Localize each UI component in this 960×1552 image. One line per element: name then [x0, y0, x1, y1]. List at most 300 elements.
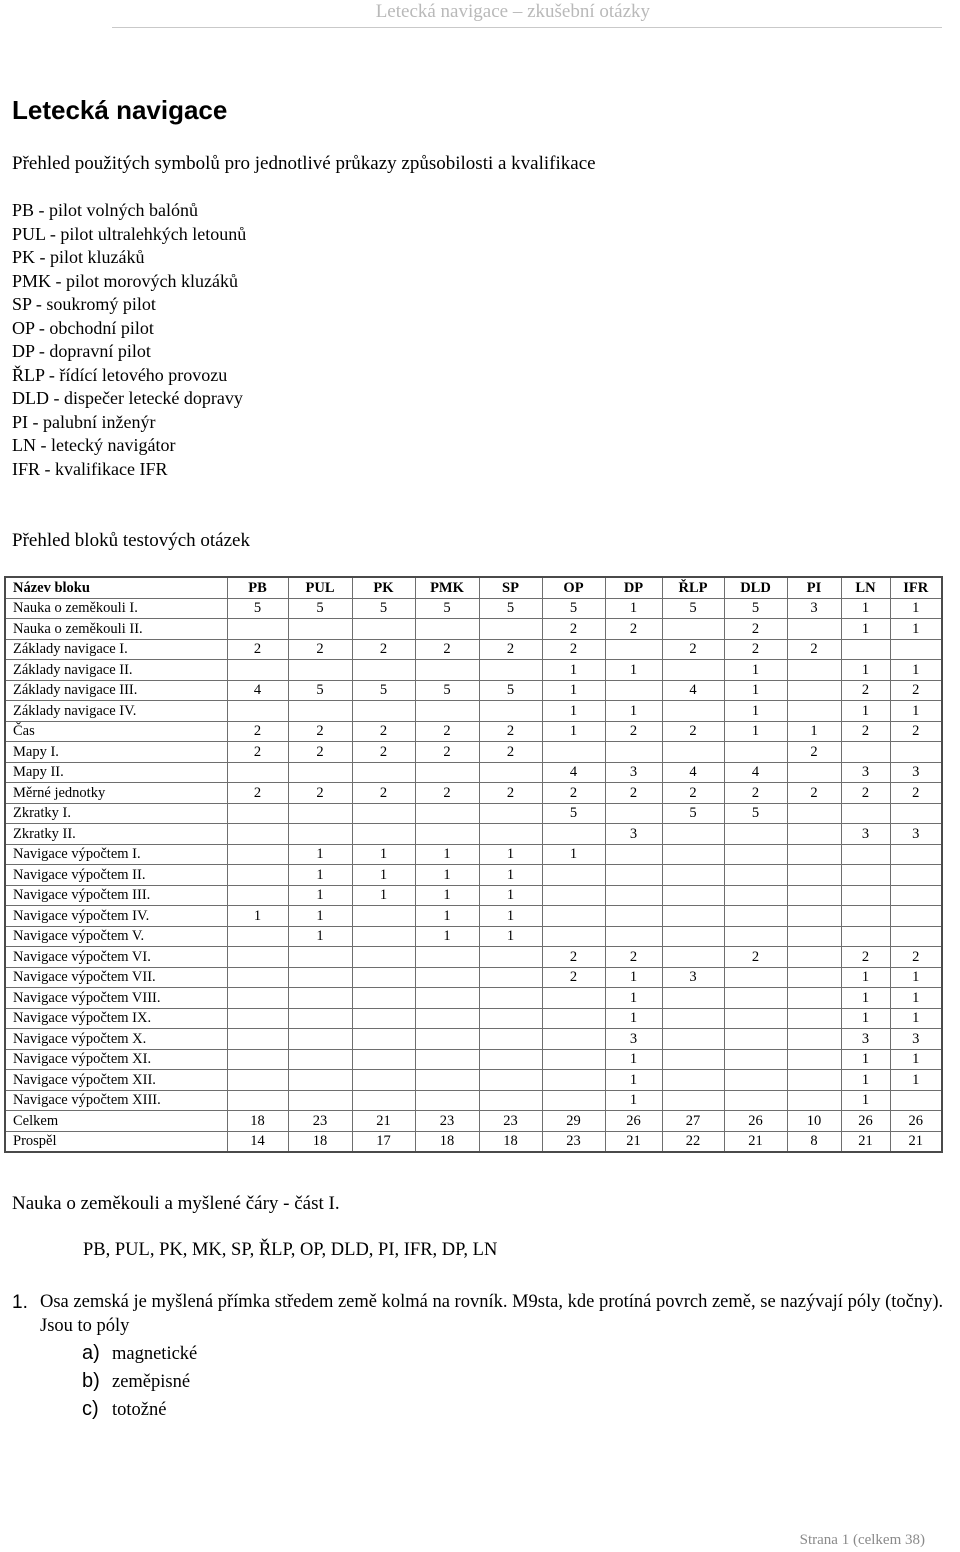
table-row [5, 865, 942, 886]
symbol-item: LN - letecký navigátor [12, 435, 176, 455]
count-cell: 27 [662, 1111, 724, 1132]
count-cell: 2 [890, 783, 942, 804]
count-cell [352, 619, 415, 640]
count-cell [542, 1008, 605, 1029]
answer-option-a[interactable] [82, 1340, 197, 1368]
blocks-heading: Přehled bloků testových otázek [12, 530, 250, 551]
count-cell [479, 762, 542, 783]
count-cell: 17 [352, 1131, 415, 1152]
count-cell [479, 967, 542, 988]
count-cell [542, 1090, 605, 1111]
block-name-cell: Navigace výpočtem I. [5, 844, 227, 865]
count-cell [724, 926, 787, 947]
count-cell [415, 701, 479, 722]
count-cell [542, 1029, 605, 1050]
count-cell [662, 619, 724, 640]
count-cell: 1 [415, 865, 479, 886]
count-cell [724, 742, 787, 763]
count-cell: 5 [724, 803, 787, 824]
count-cell: 3 [890, 762, 942, 783]
count-cell: 1 [415, 844, 479, 865]
count-cell: 1 [415, 885, 479, 906]
count-cell: 2 [288, 783, 352, 804]
count-cell: 1 [352, 885, 415, 906]
block-name-cell: Navigace výpočtem XII. [5, 1070, 227, 1091]
count-cell: 23 [542, 1131, 605, 1152]
count-cell [352, 967, 415, 988]
count-cell: 2 [605, 619, 662, 640]
count-cell: 18 [415, 1131, 479, 1152]
symbol-item: PI - palubní inženýr [12, 411, 156, 432]
count-cell [890, 885, 942, 906]
block-name-cell: Základy navigace II. [5, 660, 227, 681]
count-cell: 21 [890, 1131, 942, 1152]
count-cell [724, 967, 787, 988]
count-cell [787, 701, 841, 722]
table-row [5, 967, 942, 988]
count-cell: 1 [605, 1090, 662, 1111]
count-cell: 18 [288, 1131, 352, 1152]
column-header: LN [841, 577, 890, 598]
count-cell [542, 906, 605, 927]
count-cell [352, 1090, 415, 1111]
count-cell: 3 [662, 967, 724, 988]
count-cell [841, 885, 890, 906]
count-cell: 2 [288, 639, 352, 660]
count-cell: 1 [890, 1008, 942, 1029]
count-cell: 5 [479, 680, 542, 701]
question-number: 1. [12, 1292, 28, 1313]
count-cell [415, 1090, 479, 1111]
count-cell: 2 [352, 742, 415, 763]
count-cell: 2 [662, 783, 724, 804]
count-cell [352, 762, 415, 783]
count-cell [662, 824, 724, 845]
count-cell [787, 865, 841, 886]
block-name-cell: Měrné jednotky [5, 783, 227, 804]
count-cell: 1 [841, 988, 890, 1009]
symbol-item: ŘLP - řídící letového provozu [12, 364, 228, 385]
block-name-cell: Mapy II. [5, 762, 227, 783]
count-cell [227, 803, 288, 824]
count-cell [605, 906, 662, 927]
count-cell [352, 947, 415, 968]
count-cell [352, 701, 415, 722]
count-cell: 1 [352, 844, 415, 865]
count-cell: 2 [890, 721, 942, 742]
count-cell [288, 1049, 352, 1070]
count-cell [415, 660, 479, 681]
count-cell: 2 [724, 947, 787, 968]
count-cell: 1 [724, 721, 787, 742]
count-cell: 1 [724, 701, 787, 722]
count-cell: 1 [890, 967, 942, 988]
count-cell [724, 1090, 787, 1111]
count-cell [662, 906, 724, 927]
block-name-cell: Navigace výpočtem VI. [5, 947, 227, 968]
count-cell [227, 844, 288, 865]
count-cell: 1 [605, 598, 662, 619]
block-name-cell: Celkem [5, 1111, 227, 1132]
count-cell: 1 [841, 701, 890, 722]
count-cell [605, 742, 662, 763]
count-cell: 2 [724, 639, 787, 660]
count-cell [787, 926, 841, 947]
table-row [5, 906, 942, 927]
count-cell [605, 803, 662, 824]
count-cell: 1 [890, 660, 942, 681]
count-cell [787, 844, 841, 865]
count-cell [662, 885, 724, 906]
count-cell [352, 1070, 415, 1091]
section-codes: PB, PUL, PK, MK, SP, ŘLP, OP, DLD, PI, IFR, DP, LN [83, 1240, 498, 1260]
count-cell [605, 680, 662, 701]
count-cell: 5 [227, 598, 288, 619]
count-cell [662, 742, 724, 763]
count-cell: 2 [542, 639, 605, 660]
count-cell [542, 742, 605, 763]
symbol-item: PMK - pilot morových kluzáků [12, 270, 238, 291]
count-cell: 1 [890, 988, 942, 1009]
count-cell: 1 [542, 721, 605, 742]
count-cell: 2 [605, 947, 662, 968]
count-cell: 2 [227, 639, 288, 660]
block-name-cell: Navigace výpočtem IV. [5, 906, 227, 927]
count-cell [605, 885, 662, 906]
count-cell: 2 [787, 742, 841, 763]
count-cell: 3 [605, 824, 662, 845]
count-cell: 1 [890, 619, 942, 640]
count-cell [841, 803, 890, 824]
table-row [5, 926, 942, 947]
count-cell: 2 [227, 721, 288, 742]
count-cell [890, 803, 942, 824]
count-cell: 21 [352, 1111, 415, 1132]
block-name-cell: Základy navigace III. [5, 680, 227, 701]
count-cell: 1 [288, 926, 352, 947]
count-cell [415, 1008, 479, 1029]
count-cell [662, 926, 724, 947]
count-cell [288, 619, 352, 640]
count-cell [662, 947, 724, 968]
table-row [5, 762, 942, 783]
count-cell: 5 [542, 598, 605, 619]
count-cell: 2 [724, 619, 787, 640]
count-cell [841, 844, 890, 865]
count-cell: 2 [352, 721, 415, 742]
column-header: PK [352, 577, 415, 598]
count-cell [662, 1049, 724, 1070]
table-row [5, 742, 942, 763]
table-row [5, 680, 942, 701]
count-cell [787, 906, 841, 927]
column-header: DP [605, 577, 662, 598]
count-cell: 2 [787, 639, 841, 660]
count-cell [542, 865, 605, 886]
count-cell: 2 [415, 742, 479, 763]
count-cell: 3 [841, 762, 890, 783]
table-row [5, 598, 942, 619]
count-cell: 8 [787, 1131, 841, 1152]
count-cell [890, 639, 942, 660]
count-cell [542, 824, 605, 845]
count-cell: 1 [841, 598, 890, 619]
count-cell [415, 1029, 479, 1050]
count-cell: 1 [288, 865, 352, 886]
count-cell [288, 1029, 352, 1050]
count-cell: 1 [841, 619, 890, 640]
count-cell: 1 [542, 680, 605, 701]
count-cell [542, 885, 605, 906]
symbol-item: OP - obchodní pilot [12, 317, 154, 338]
count-cell: 2 [724, 783, 787, 804]
count-cell [787, 967, 841, 988]
count-cell: 5 [415, 598, 479, 619]
symbol-item: PB - pilot volných balónů [12, 200, 198, 220]
count-cell: 3 [605, 1029, 662, 1050]
count-cell [724, 988, 787, 1009]
count-cell: 1 [890, 598, 942, 619]
section-title: Nauka o zeměkouli a myšlené čáry - část I. [12, 1193, 340, 1214]
count-cell [352, 988, 415, 1009]
count-cell: 1 [605, 701, 662, 722]
count-cell: 1 [352, 865, 415, 886]
count-cell: 1 [841, 1070, 890, 1091]
count-cell: 1 [890, 1049, 942, 1070]
symbol-item: DP - dopravní pilot [12, 341, 151, 361]
count-cell: 1 [605, 967, 662, 988]
count-cell: 1 [542, 660, 605, 681]
count-cell [288, 967, 352, 988]
count-cell: 1 [479, 844, 542, 865]
count-cell: 4 [662, 680, 724, 701]
count-cell [542, 926, 605, 947]
count-cell: 5 [724, 598, 787, 619]
count-cell: 23 [415, 1111, 479, 1132]
count-cell [841, 926, 890, 947]
count-cell [662, 1029, 724, 1050]
count-cell [479, 1090, 542, 1111]
count-cell: 2 [542, 947, 605, 968]
answer-option-b[interactable] [82, 1368, 197, 1396]
count-cell: 18 [227, 1111, 288, 1132]
table-body [5, 598, 942, 1152]
block-name-cell: Čas [5, 721, 227, 742]
table-row [5, 844, 942, 865]
table-row [5, 947, 942, 968]
count-cell [227, 619, 288, 640]
count-cell: 1 [288, 885, 352, 906]
count-cell [415, 824, 479, 845]
table-row [5, 1090, 942, 1111]
count-cell: 23 [479, 1111, 542, 1132]
count-cell: 5 [352, 680, 415, 701]
table-row [5, 803, 942, 824]
count-cell: 4 [227, 680, 288, 701]
count-cell: 29 [542, 1111, 605, 1132]
count-cell: 2 [662, 639, 724, 660]
count-cell: 2 [605, 721, 662, 742]
count-cell [662, 1070, 724, 1091]
count-cell: 4 [724, 762, 787, 783]
count-cell: 26 [605, 1111, 662, 1132]
count-cell [787, 680, 841, 701]
symbol-item: PUL - pilot ultralehkých letounů [12, 223, 247, 244]
count-cell [227, 967, 288, 988]
count-cell [352, 824, 415, 845]
column-header: SP [479, 577, 542, 598]
count-cell: 2 [479, 783, 542, 804]
page-footer: Strana 1 (celkem 38) [799, 1532, 925, 1548]
count-cell: 1 [542, 701, 605, 722]
column-header: DLD [724, 577, 787, 598]
count-cell [841, 865, 890, 886]
count-cell [227, 865, 288, 886]
table-row [5, 701, 942, 722]
symbol-item: DLD - dispečer letecké dopravy [12, 388, 243, 408]
table-row [5, 1111, 942, 1132]
count-cell [787, 1070, 841, 1091]
count-cell: 3 [890, 1029, 942, 1050]
count-cell [724, 1049, 787, 1070]
count-cell [227, 762, 288, 783]
count-cell [724, 824, 787, 845]
block-name-cell: Zkratky I. [5, 803, 227, 824]
count-cell: 5 [352, 598, 415, 619]
count-cell: 21 [605, 1131, 662, 1152]
count-cell: 1 [841, 1008, 890, 1029]
block-name-cell: Nauka o zeměkouli I. [5, 598, 227, 619]
count-cell: 5 [288, 598, 352, 619]
block-name-cell: Navigace výpočtem X. [5, 1029, 227, 1050]
count-cell: 1 [288, 844, 352, 865]
count-cell [787, 947, 841, 968]
count-cell [227, 1070, 288, 1091]
count-cell: 1 [479, 906, 542, 927]
count-cell: 2 [542, 783, 605, 804]
column-header-name: Název bloku [5, 577, 227, 598]
block-name-cell: Navigace výpočtem V. [5, 926, 227, 947]
count-cell [542, 988, 605, 1009]
count-cell: 2 [479, 639, 542, 660]
count-cell [415, 803, 479, 824]
page-subtitle: Přehled použitých symbolů pro jednotlivé průkazy způsobilosti a kvalifikace [12, 153, 596, 174]
block-name-cell: Základy navigace I. [5, 639, 227, 660]
count-cell: 1 [890, 1070, 942, 1091]
count-cell [288, 947, 352, 968]
count-cell: 2 [227, 783, 288, 804]
table-row [5, 1008, 942, 1029]
count-cell [479, 1029, 542, 1050]
count-cell [787, 1090, 841, 1111]
count-cell [352, 660, 415, 681]
count-cell: 5 [288, 680, 352, 701]
count-cell [288, 1070, 352, 1091]
count-cell [841, 742, 890, 763]
column-header: IFR [890, 577, 942, 598]
count-cell: 26 [724, 1111, 787, 1132]
blocks-table [4, 576, 943, 1153]
count-cell: 4 [542, 762, 605, 783]
count-cell: 1 [479, 885, 542, 906]
count-cell: 2 [662, 721, 724, 742]
count-cell [890, 926, 942, 947]
count-cell [662, 660, 724, 681]
count-cell [227, 1008, 288, 1029]
count-cell: 1 [841, 1049, 890, 1070]
count-cell: 2 [352, 783, 415, 804]
count-cell: 1 [605, 1049, 662, 1070]
column-header: OP [542, 577, 605, 598]
column-header: PMK [415, 577, 479, 598]
answer-text: totožné [112, 1400, 167, 1420]
count-cell [479, 803, 542, 824]
symbol-item: SP - soukromý pilot [12, 294, 156, 314]
column-header: ŘLP [662, 577, 724, 598]
count-cell: 1 [841, 1090, 890, 1111]
table-header-row [5, 577, 942, 598]
block-name-cell: Nauka o zeměkouli II. [5, 619, 227, 640]
count-cell [288, 660, 352, 681]
count-cell: 3 [841, 824, 890, 845]
count-cell [605, 639, 662, 660]
count-cell [479, 947, 542, 968]
count-cell [288, 824, 352, 845]
count-cell [227, 926, 288, 947]
count-cell: 2 [479, 721, 542, 742]
count-cell [662, 844, 724, 865]
count-cell: 4 [662, 762, 724, 783]
count-cell: 5 [415, 680, 479, 701]
count-cell: 10 [787, 1111, 841, 1132]
count-cell: 1 [415, 906, 479, 927]
count-cell [787, 619, 841, 640]
count-cell: 26 [890, 1111, 942, 1132]
count-cell [288, 1090, 352, 1111]
count-cell: 5 [479, 598, 542, 619]
count-cell [288, 803, 352, 824]
count-cell [288, 762, 352, 783]
count-cell [724, 865, 787, 886]
count-cell [479, 701, 542, 722]
count-cell [787, 885, 841, 906]
page-title: Letecká navigace [12, 95, 228, 125]
block-name-cell: Navigace výpočtem XIII. [5, 1090, 227, 1111]
count-cell [415, 947, 479, 968]
count-cell: 1 [605, 1008, 662, 1029]
count-cell [841, 639, 890, 660]
count-cell: 2 [890, 680, 942, 701]
count-cell: 1 [479, 865, 542, 886]
count-cell: 3 [605, 762, 662, 783]
count-cell [787, 1029, 841, 1050]
count-cell [415, 988, 479, 1009]
answer-option-c[interactable] [82, 1396, 197, 1424]
answer-letter: b) [82, 1370, 100, 1392]
table-row [5, 619, 942, 640]
count-cell [288, 988, 352, 1009]
count-cell [724, 1008, 787, 1029]
table-row [5, 1049, 942, 1070]
count-cell [352, 1008, 415, 1029]
count-cell [605, 865, 662, 886]
count-cell [662, 1008, 724, 1029]
count-cell [415, 619, 479, 640]
count-cell [415, 967, 479, 988]
block-name-cell: Navigace výpočtem IX. [5, 1008, 227, 1029]
count-cell [662, 988, 724, 1009]
count-cell [787, 1008, 841, 1029]
